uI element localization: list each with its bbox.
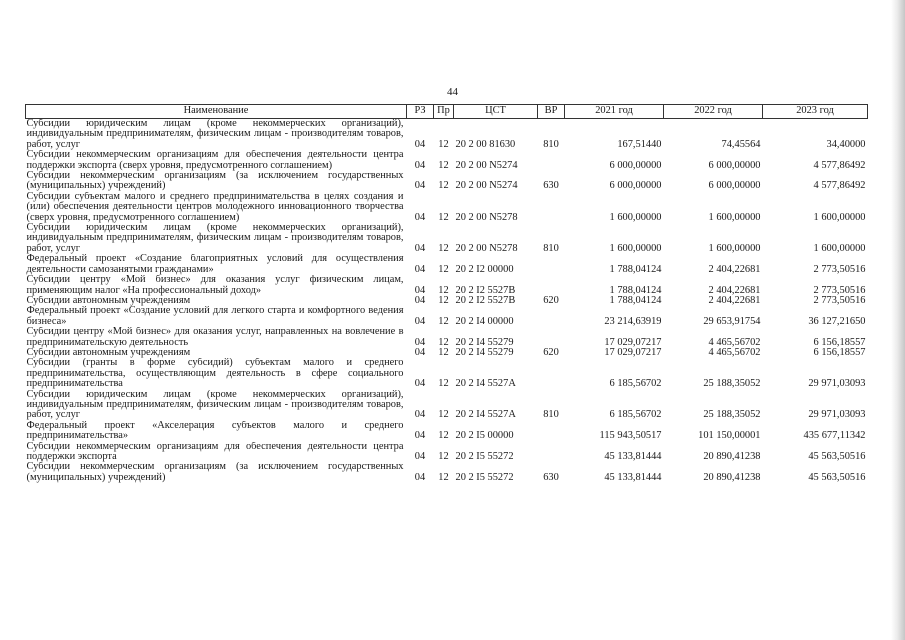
cell-2023: 6 156,18557 — [813, 336, 866, 348]
cell-vr: 630 — [543, 180, 559, 192]
table-body — [26, 119, 868, 484]
cell-pr: 12 — [438, 284, 449, 296]
header-pr: Пр — [434, 105, 454, 119]
budget-table — [25, 104, 868, 483]
cell-2023: 29 971,03093 — [808, 378, 866, 390]
table-row — [26, 327, 868, 348]
cell-rz: 04 — [414, 138, 426, 150]
cell-rz: 04 — [414, 159, 426, 171]
cell-name: Субсидии центру «Мой бизнес» для оказания услуг физическим лицам, применяющим налог «На профессиональный доход» — [26, 275, 404, 296]
table-row — [26, 358, 868, 389]
cell-2022: 4 465,56702 — [708, 347, 761, 358]
cell-cst: 20 2 00 N5274 — [455, 159, 518, 171]
cell-2022: 6 000,00000 — [708, 159, 761, 171]
cell-2021: 1 788,04124 — [609, 263, 662, 275]
cell-vr — [538, 442, 565, 463]
cell-2021: 17 029,07217 — [604, 336, 662, 348]
cell-2022: 25 188,35052 — [703, 409, 761, 421]
cell-cst: 20 2 I4 5527A — [455, 409, 516, 421]
cell-rz: 04 — [414, 315, 426, 327]
cell-2023: 435 677,11342 — [803, 430, 866, 442]
cell-vr: 630 — [543, 471, 559, 483]
cell-2021: 45 133,81444 — [604, 451, 662, 462]
table-row — [26, 296, 868, 306]
cell-name: Субсидии субъектам малого и среднего предпринимательства в целях создания и (или) обеспечения деятельности центров молодежного инновационного творчества (сверх уровня, предусмотренного соглашением) — [26, 191, 404, 223]
cell-pr: 12 — [438, 471, 449, 483]
table-row — [26, 462, 868, 483]
cell-name: Субсидии юридическим лицам (кроме некоммерческих организаций), индивидуальным предпринимателям, физическим лицам - производителям товаров, работ, услуг — [26, 223, 404, 254]
cell-cst: 20 2 I4 00000 — [455, 315, 514, 327]
cell-rz: 04 — [414, 347, 426, 358]
cell-name: Субсидии некоммерческим организациям (за исключением государственных (муниципальных) учреждений) — [26, 171, 404, 192]
cell-2021: 6 185,56702 — [609, 378, 662, 390]
header-2022: 2022 год — [664, 105, 763, 119]
cell-2021: 6 185,56702 — [609, 409, 662, 421]
cell-2023: 1 600,00000 — [813, 242, 866, 254]
page-number: 44 — [447, 86, 458, 98]
cell-2023: 2 773,50516 — [813, 295, 866, 306]
cell-2021: 6 000,00000 — [609, 159, 662, 171]
cell-pr: 12 — [438, 451, 449, 462]
cell-rz: 04 — [414, 378, 426, 390]
cell-2021: 6 000,00000 — [609, 180, 662, 192]
table-row — [26, 421, 868, 442]
cell-2022: 6 000,00000 — [708, 180, 761, 192]
cell-rz: 04 — [414, 409, 426, 421]
cell-2022: 74,45564 — [721, 138, 761, 150]
table-row — [26, 223, 868, 254]
table-row — [26, 390, 868, 421]
cell-vr: 620 — [543, 295, 559, 306]
cell-2023: 36 127,21650 — [808, 315, 866, 327]
cell-pr: 12 — [438, 430, 449, 442]
cell-2023: 4 577,86492 — [813, 159, 866, 171]
table-row — [26, 150, 868, 171]
cell-rz: 04 — [414, 284, 426, 296]
cell-vr: 620 — [543, 347, 559, 358]
cell-name: Субсидии некоммерческим организациям для обеспечения деятельности центра поддержки экспорта — [26, 441, 404, 462]
cell-name: Федеральный проект «Создание условий для легкого старта и комфортного ведения бизнеса» — [26, 306, 404, 327]
cell-2021: 17 029,07217 — [604, 347, 662, 358]
cell-2022: 1 600,00000 — [708, 242, 761, 254]
cell-2022: 4 465,56702 — [708, 336, 761, 348]
cell-cst: 20 2 I2 5527B — [455, 295, 516, 306]
cell-vr — [538, 421, 565, 442]
cell-cst: 20 2 I5 55272 — [455, 471, 514, 483]
cell-pr: 12 — [438, 159, 449, 171]
cell-name: Субсидии некоммерческим организациям (за исключением государственных (муниципальных) учреждений) — [26, 462, 404, 483]
table-row — [26, 442, 868, 463]
cell-cst: 20 2 00 N5274 — [455, 180, 518, 192]
cell-2023: 45 563,50516 — [808, 451, 866, 462]
header-2021: 2021 год — [565, 105, 664, 119]
cell-rz: 04 — [414, 263, 426, 275]
cell-cst: 20 2 00 N5278 — [455, 242, 518, 254]
cell-2022: 2 404,22681 — [708, 284, 761, 296]
cell-vr — [538, 192, 565, 223]
cell-cst: 20 2 I2 5527B — [455, 284, 516, 296]
cell-pr: 12 — [438, 409, 449, 421]
cell-pr: 12 — [438, 336, 449, 348]
cell-rz: 04 — [414, 295, 426, 306]
cell-2021: 167,51440 — [617, 138, 662, 150]
cell-2023: 2 773,50516 — [813, 263, 866, 275]
table-row — [26, 275, 868, 296]
cell-name: Субсидии автономным учреждениям — [26, 347, 191, 358]
cell-2021: 1 788,04124 — [609, 295, 662, 306]
cell-rz: 04 — [414, 471, 426, 483]
table-row — [26, 348, 868, 358]
table-row — [26, 119, 868, 151]
cell-rz: 04 — [414, 180, 426, 192]
header-2023: 2023 год — [763, 105, 868, 119]
cell-pr: 12 — [438, 138, 449, 150]
cell-2023: 1 600,00000 — [813, 211, 866, 223]
cell-name: Субсидии (гранты в форме субсидий) субъектам малого и среднего предпринимательства, осуществляющим деятельность в сфере социального предпринимательства — [26, 358, 404, 390]
cell-2022: 25 188,35052 — [703, 378, 761, 390]
header-name: Наименование — [26, 105, 407, 119]
cell-vr — [538, 306, 565, 327]
cell-pr: 12 — [438, 263, 449, 275]
cell-rz: 04 — [414, 451, 426, 462]
cell-vr — [538, 275, 565, 296]
cell-vr — [538, 358, 565, 389]
cell-pr: 12 — [438, 347, 449, 358]
cell-2022: 20 890,41238 — [703, 451, 761, 462]
cell-2022: 2 404,22681 — [708, 263, 761, 275]
cell-2022: 1 600,00000 — [708, 211, 761, 223]
cell-2023: 29 971,03093 — [808, 409, 866, 421]
cell-rz: 04 — [414, 242, 426, 254]
cell-2021: 45 133,81444 — [604, 471, 662, 483]
cell-pr: 12 — [438, 211, 449, 223]
cell-cst: 20 2 I4 5527A — [455, 378, 516, 390]
cell-2022: 2 404,22681 — [708, 295, 761, 306]
cell-name: Федеральный проект «Акселерация субъектов малого и среднего предпринимательства» — [26, 420, 404, 442]
cell-name: Субсидии юридическим лицам (кроме некоммерческих организаций), индивидуальным предпринимателям, физическим лицам - производителям товаров, работ, услуг — [26, 389, 404, 421]
cell-name: Федеральный проект «Создание благоприятных условий для осуществления деятельности самозанятыми гражданами» — [26, 254, 404, 275]
cell-2023: 45 563,50516 — [808, 471, 866, 483]
cell-rz: 04 — [414, 336, 426, 348]
cell-name: Субсидии юридическим лицам (кроме некоммерческих организаций), индивидуальным предпринимателям, физическим лицам - производителям товаров, работ, услуг — [26, 118, 404, 150]
cell-pr: 12 — [438, 242, 449, 254]
cell-cst: 20 2 I5 55272 — [455, 451, 514, 462]
cell-cst: 20 2 I4 55279 — [455, 336, 514, 348]
header-rz: РЗ — [407, 105, 434, 119]
cell-vr — [538, 150, 565, 171]
table-row — [26, 171, 868, 192]
cell-2023: 2 773,50516 — [813, 284, 866, 296]
cell-pr: 12 — [438, 378, 449, 390]
cell-cst: 20 2 I5 00000 — [455, 430, 514, 442]
cell-2022: 20 890,41238 — [703, 471, 761, 483]
cell-2023: 34,40000 — [826, 138, 866, 150]
cell-name: Субсидии автономным учреждениям — [26, 295, 191, 306]
cell-cst: 20 2 I4 55279 — [455, 347, 514, 358]
cell-name: Субсидии центру «Мой бизнес» для оказания услуг, направленных на вовлечение в предпринимательскую деятельность — [26, 327, 404, 348]
cell-2023: 4 577,86492 — [813, 180, 866, 192]
header-cst: ЦСТ — [454, 105, 538, 119]
header-vr: ВР — [538, 105, 565, 119]
cell-2021: 1 600,00000 — [609, 242, 662, 254]
cell-2021: 115 943,50517 — [599, 430, 662, 442]
cell-vr: 810 — [543, 242, 559, 254]
cell-vr — [538, 254, 565, 275]
cell-cst: 20 2 I2 00000 — [455, 263, 514, 275]
cell-2021: 23 214,63919 — [604, 315, 662, 327]
cell-2023: 6 156,18557 — [813, 347, 866, 358]
table-header-row — [26, 105, 868, 119]
cell-vr — [538, 327, 565, 348]
cell-2021: 1 788,04124 — [609, 284, 662, 296]
cell-pr: 12 — [438, 180, 449, 192]
cell-vr: 810 — [543, 138, 559, 150]
table-row — [26, 306, 868, 327]
cell-pr: 12 — [438, 295, 449, 306]
cell-2021: 1 600,00000 — [609, 211, 662, 223]
cell-rz: 04 — [414, 211, 426, 223]
cell-name: Субсидии некоммерческим организациям для обеспечения деятельности центра поддержки экспорта (сверх уровня, предусмотренного соглашением) — [26, 150, 404, 171]
table-row — [26, 192, 868, 223]
cell-2022: 29 653,91754 — [703, 315, 761, 327]
table-row — [26, 254, 868, 275]
cell-pr: 12 — [438, 315, 449, 327]
cell-cst: 20 2 00 81630 — [455, 138, 516, 150]
cell-vr: 810 — [543, 409, 559, 421]
cell-2022: 101 150,00001 — [698, 430, 761, 442]
cell-cst: 20 2 00 N5278 — [455, 211, 518, 223]
cell-rz: 04 — [414, 430, 426, 442]
